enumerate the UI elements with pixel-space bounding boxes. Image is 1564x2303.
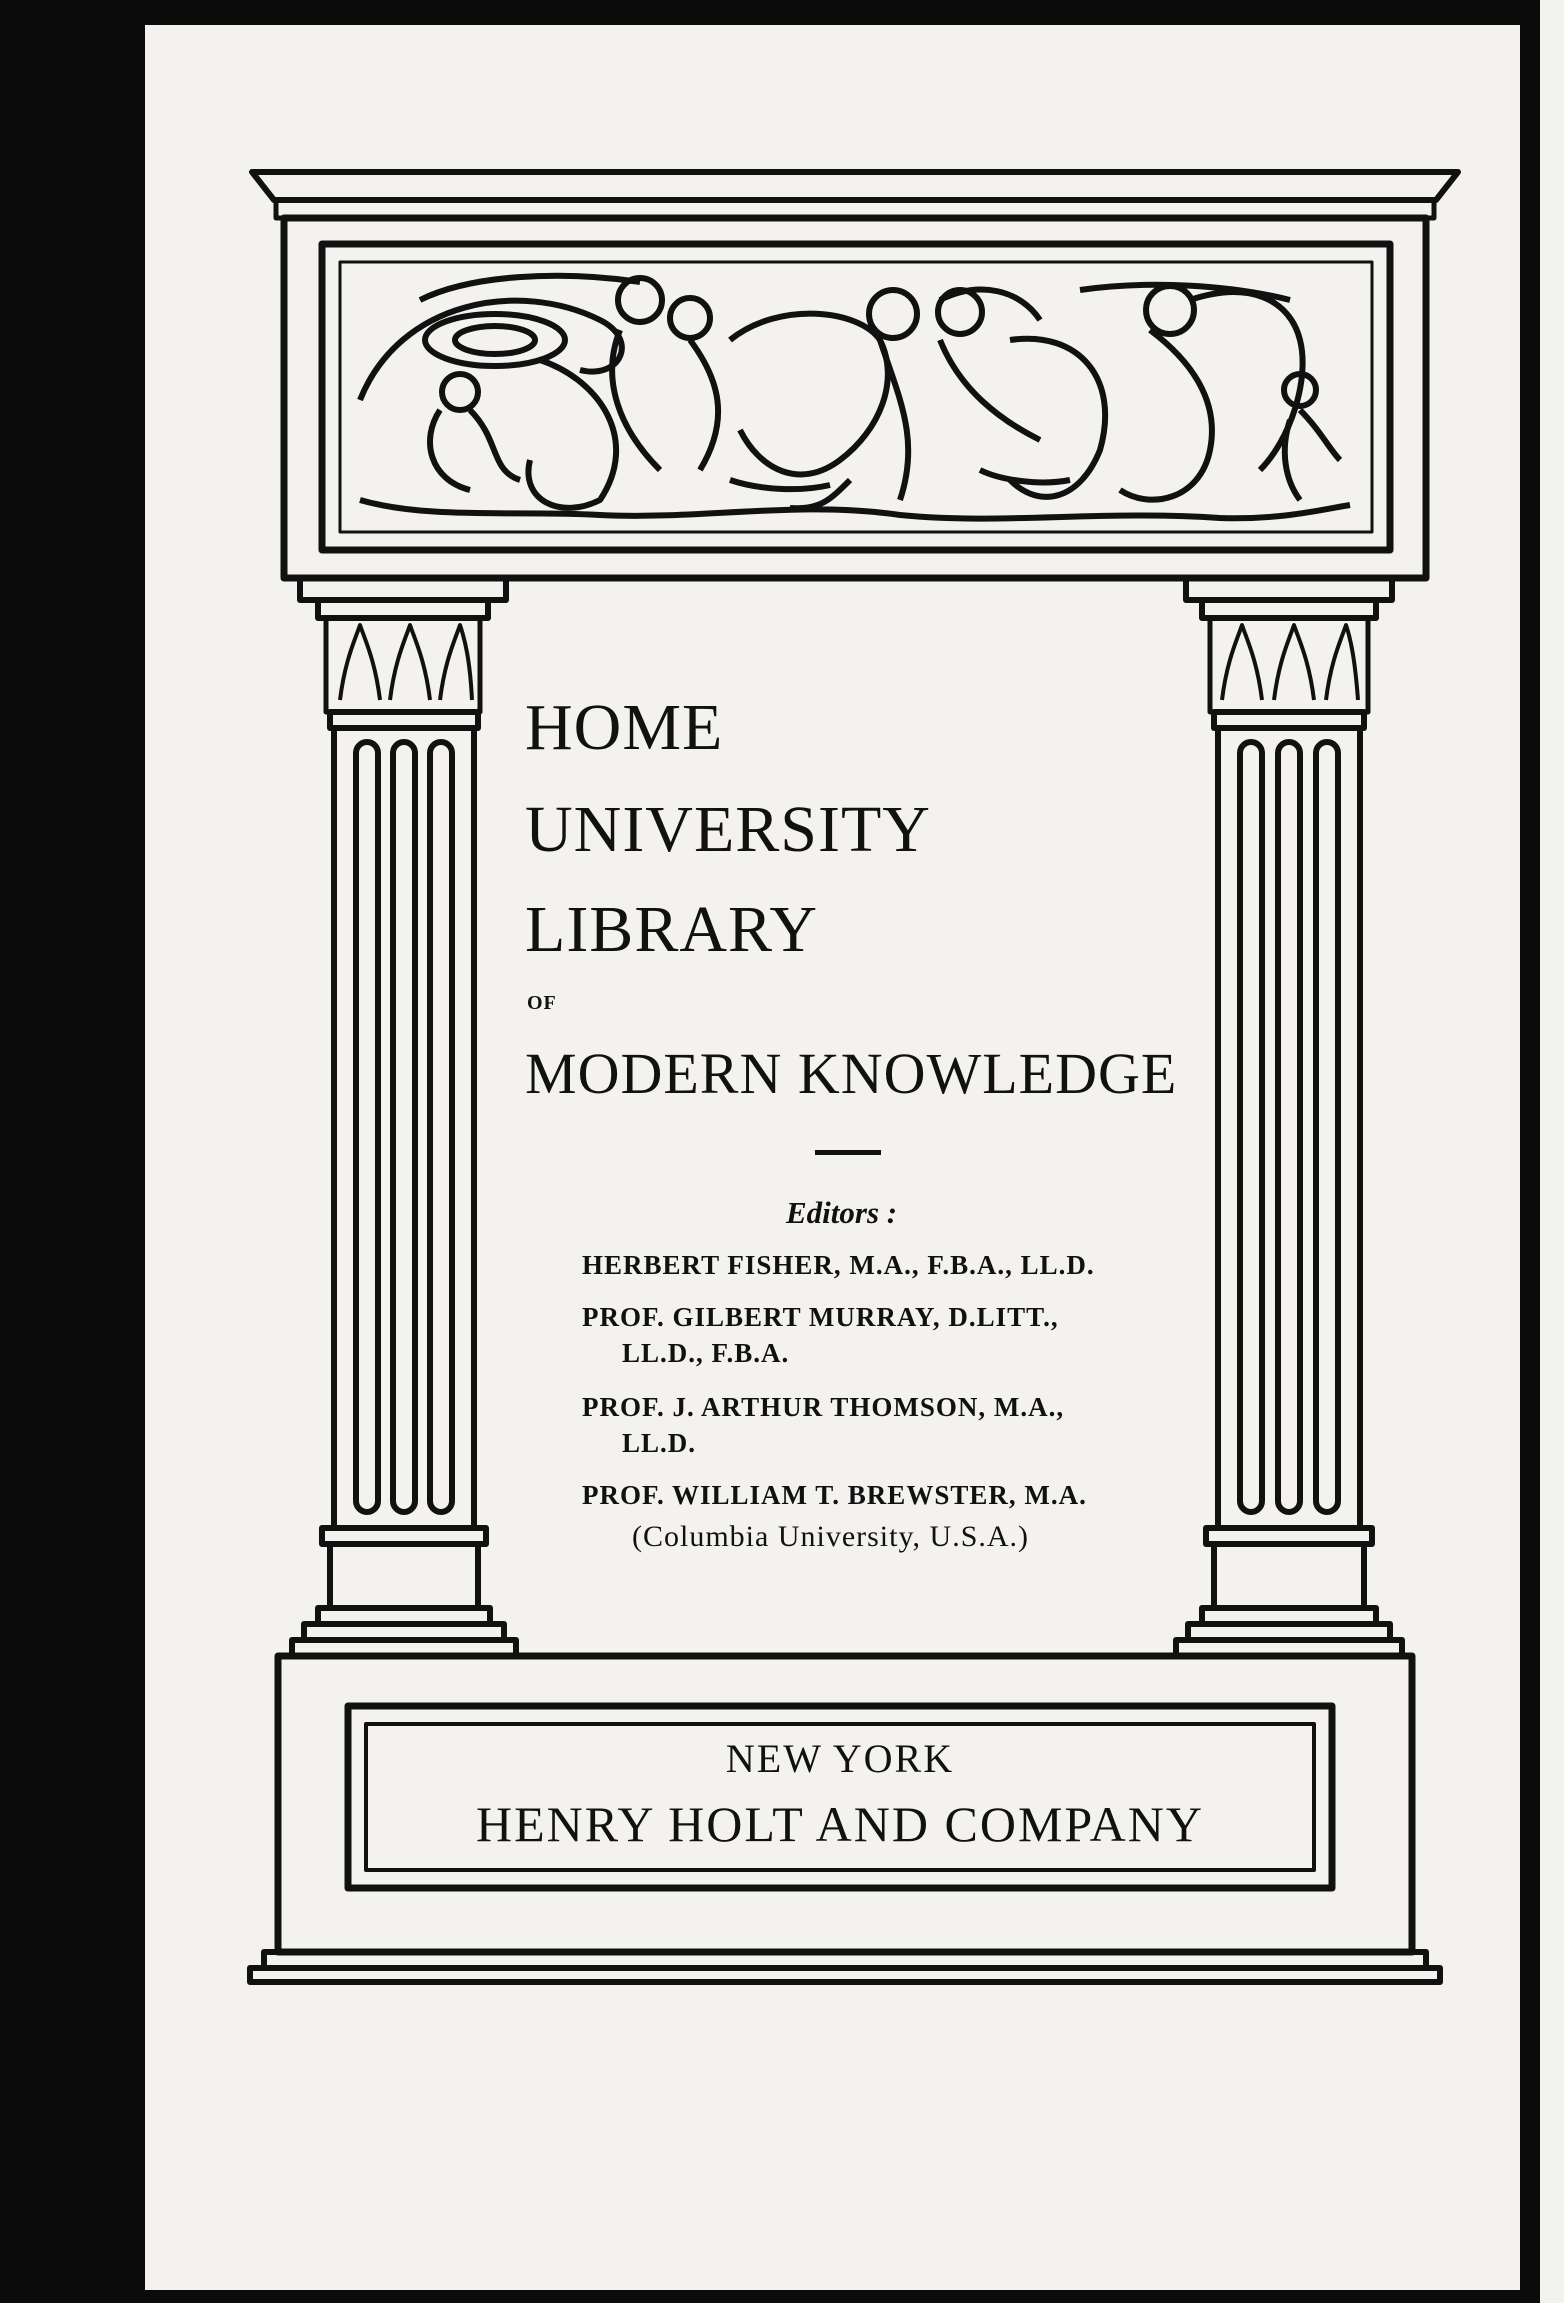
publisher-name: HENRY HOLT AND COMPANY — [476, 1796, 1204, 1852]
editor-line: PROF. J. ARTHUR THOMSON, M.A., — [582, 1392, 1065, 1422]
title-line-university: UNIVERSITY — [525, 793, 931, 866]
frieze-relief — [360, 276, 1350, 519]
editor-line: PROF. GILBERT MURRAY, D.LITT., — [582, 1302, 1059, 1332]
left-column — [292, 578, 516, 1656]
editor-line: LL.D. — [622, 1428, 697, 1458]
publisher-city: NEW YORK — [725, 1736, 955, 1781]
title-of: OF — [527, 992, 557, 1014]
title-line-modern-knowledge: MODERN KNOWLEDGE — [525, 1041, 1178, 1106]
editor-line: LL.D., F.B.A. — [622, 1338, 790, 1368]
title-line-library: LIBRARY — [525, 893, 819, 966]
right-column — [1176, 578, 1402, 1656]
frieze-outer — [284, 218, 1426, 578]
editor-affiliation: (Columbia University, U.S.A.) — [632, 1520, 1030, 1553]
top-cornice — [252, 172, 1458, 200]
title-rule — [815, 1150, 881, 1155]
base-step-2 — [250, 1968, 1440, 1982]
editor-line: PROF. WILLIAM T. BREWSTER, M.A. — [582, 1480, 1087, 1510]
title-line-home: HOME — [525, 691, 724, 764]
editors-heading: Editors : — [786, 1195, 898, 1230]
editor-line: HERBERT FISHER, M.A., F.B.A., LL.D. — [582, 1250, 1095, 1280]
